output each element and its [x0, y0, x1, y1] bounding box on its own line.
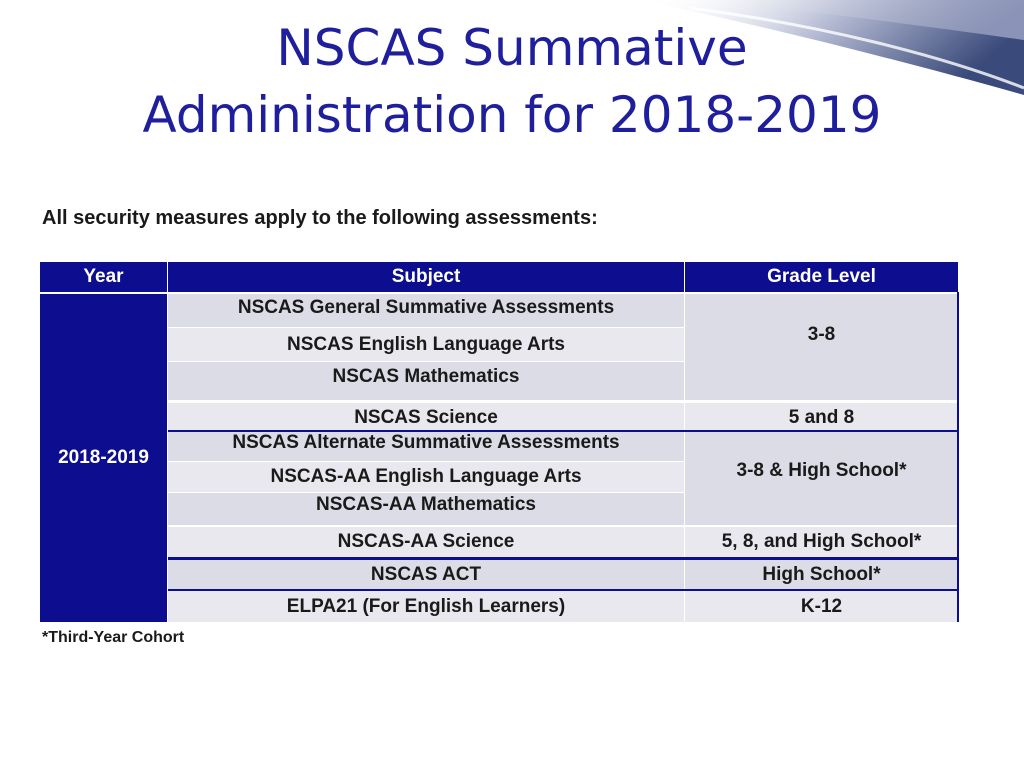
table-row: NSCAS Science: [168, 403, 684, 430]
table-row: NSCAS Alternate Summative Assessments: [168, 432, 684, 461]
table-divider: [168, 430, 958, 432]
subtitle: All security measures apply to the following assessments:: [42, 207, 598, 229]
grade-cell-general: 3-8: [685, 294, 958, 400]
grade-cell-elpa: K-12: [685, 591, 958, 622]
header-subject: Subject: [168, 262, 684, 292]
header-grade-level: Grade Level: [685, 262, 958, 292]
grade-cell-alternate: 3-8 & High School*: [685, 432, 958, 525]
table-row: NSCAS-AA Science: [168, 527, 684, 557]
year-cell: 2018-2019: [40, 294, 167, 622]
table-row: NSCAS ACT: [168, 560, 684, 589]
slide-title-line-2: Administration for 2018-2019: [142, 86, 882, 144]
table-row: ELPA21 (For English Learners): [168, 591, 684, 622]
table-row: NSCAS-AA Mathematics: [168, 493, 684, 525]
table-row: NSCAS Mathematics: [168, 362, 684, 400]
table-row: NSCAS-AA English Language Arts: [168, 462, 684, 492]
table-row: NSCAS General Summative Assessments: [168, 294, 684, 327]
grade-cell-science: 5 and 8: [685, 403, 958, 430]
table-right-border: [957, 292, 959, 622]
header-year: Year: [40, 262, 167, 292]
table-row: NSCAS English Language Arts: [168, 328, 684, 361]
table-divider: [168, 557, 958, 560]
slide-title-line-1: NSCAS Summative: [276, 19, 748, 77]
grade-cell-aa-science: 5, 8, and High School*: [685, 527, 958, 557]
footnote: *Third-Year Cohort: [42, 629, 185, 646]
table-divider: [168, 589, 958, 591]
grade-cell-act: High School*: [685, 560, 958, 589]
